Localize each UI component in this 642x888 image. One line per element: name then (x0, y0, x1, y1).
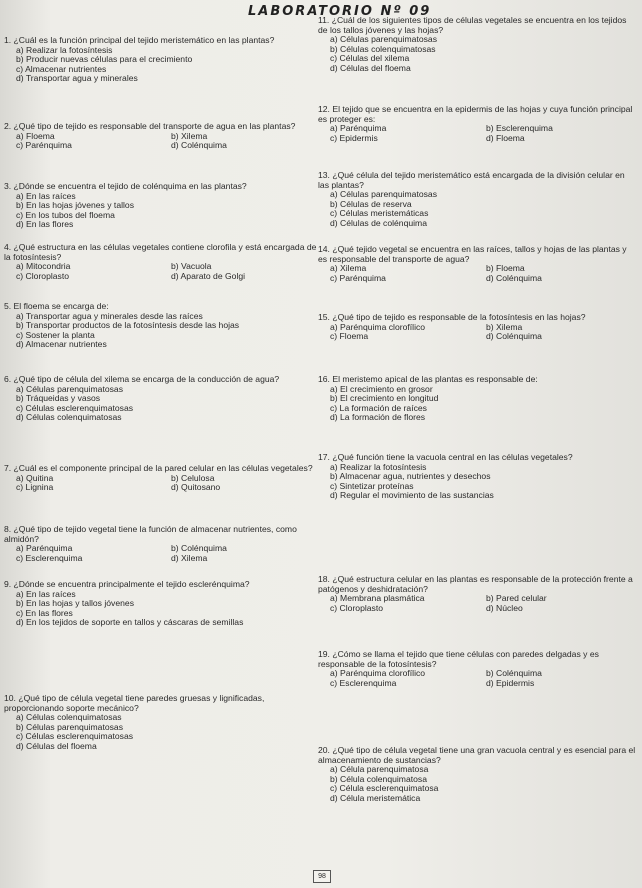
answer-option: c) Células esclerenquimatosas (16, 402, 134, 413)
answer-option: a) Parénquima (330, 123, 387, 134)
answer-option: b) Celulosa (171, 472, 215, 483)
answer-option: b) Colénquima (171, 543, 227, 554)
answer-option: d) Epidermis (486, 677, 535, 688)
answer-options (330, 190, 638, 228)
answer-option: b) El crecimiento en longitud (330, 393, 439, 404)
question-text: 12. El tejido que se encuentra en la epidermis de las hojas y cuya función principal es proteger es: (318, 104, 633, 124)
question-text: 1. ¿Cuál es la función principal del tejido meristemático en las plantas? (4, 35, 275, 45)
question-block (4, 580, 322, 628)
answer-option: c) Parénquima (330, 272, 386, 283)
answer-option: a) El crecimiento en grosor (330, 383, 433, 394)
answer-option: d) Aparato de Golgi (171, 270, 246, 281)
answer-option: b) Células parenquimatosas (16, 721, 124, 732)
answer-option: c) Sostener la planta (16, 329, 95, 340)
answer-options (16, 192, 322, 230)
answer-option: c) Almacenar nutrientes (16, 63, 107, 74)
answer-options (16, 132, 322, 151)
answer-option: b) Células colenquimatosas (330, 43, 436, 54)
answer-option: c) Células esclerenquimatosas (16, 731, 134, 742)
question-text: 19. ¿Cómo se llama el tejido que tiene células con paredes delgadas y es responsable de la fotosíntesis? (318, 649, 599, 669)
answer-option: a) Transportar agua y minerales desde las raíces (16, 310, 203, 321)
question-text: 3. ¿Dónde se encuentra el tejido de colénquima en las plantas? (4, 181, 247, 191)
answer-options (16, 590, 322, 628)
answer-option: b) Transportar productos de la fotosíntesis desde las hojas (16, 320, 240, 331)
answer-option: b) Colénquima (486, 668, 542, 679)
answer-option: a) Parénquima clorofílico (330, 668, 426, 679)
answer-options (330, 385, 638, 423)
answer-option: d) Colénquima (486, 272, 542, 283)
answer-option: a) Membrana plasmática (330, 593, 425, 604)
question-block (4, 375, 322, 423)
answer-option: b) Células de reserva (330, 198, 412, 209)
answer-option: a) Células parenquimatosas (16, 383, 124, 394)
question-text: 7. ¿Cuál es el componente principal de la pared celular en las células vegetales? (4, 463, 313, 473)
answer-options (330, 594, 638, 613)
answer-options (330, 323, 638, 342)
answer-option: c) Floema (330, 331, 369, 342)
question-block (4, 525, 322, 563)
answer-option: a) Célula parenquimatosa (330, 764, 429, 775)
answer-option: c) Células meristemáticas (330, 208, 429, 219)
answer-option: c) Parénquima (16, 140, 72, 151)
answer-options (330, 765, 638, 803)
answer-option: a) Realizar la fotosíntesis (330, 461, 427, 472)
answer-option: d) Transportar agua y minerales (16, 73, 138, 84)
answer-option: a) Xilema (330, 263, 367, 274)
answer-option: d) Colénquima (171, 140, 227, 151)
question-text: 5. El floema se encarga de: (4, 301, 109, 311)
answer-option: a) Parénquima (16, 543, 73, 554)
answer-option: c) Cloroplasto (16, 270, 70, 281)
answer-option: d) Xilema (171, 552, 208, 563)
answer-options (16, 713, 322, 751)
answer-option: b) Esclerenquima (486, 123, 553, 134)
answer-option: d) Regular el movimiento de las sustancias (330, 490, 494, 501)
answer-option: b) Xilema (486, 321, 523, 332)
answer-option: c) Lignina (16, 482, 54, 493)
answer-option: c) Células del xilema (330, 53, 410, 64)
question-block (318, 16, 638, 74)
answer-option: d) Floema (486, 132, 525, 143)
question-text: 17. ¿Qué función tiene la vacuola central en las células vegetales? (318, 452, 573, 462)
question-text: 16. El meristemo apical de las plantas es responsable de: (318, 374, 538, 384)
answer-option: c) La formación de raíces (330, 402, 427, 413)
answer-option: b) Almacenar agua, nutrientes y desechos (330, 471, 491, 482)
answer-option: a) Células parenquimatosas (330, 189, 438, 200)
answer-option: b) Tráqueidas y vasos (16, 393, 101, 404)
answer-option: d) Células del floema (16, 740, 97, 751)
answer-option: a) Quitina (16, 472, 54, 483)
question-block (318, 105, 638, 143)
question-block (318, 650, 638, 688)
answer-option: c) Epidermis (330, 132, 378, 143)
answer-option: a) Mitocondria (16, 261, 71, 272)
question-block (318, 375, 638, 423)
answer-options (16, 262, 322, 281)
answer-option: c) Cloroplasto (330, 602, 384, 613)
answer-option: c) Célula esclerenquimatosa (330, 783, 439, 794)
answer-option: d) Almacenar nutrientes (16, 339, 107, 350)
answer-option: d) Células colenquimatosas (16, 412, 122, 423)
answer-option: d) La formación de flores (330, 412, 426, 423)
answer-option: b) Célula colenquimatosa (330, 773, 427, 784)
answer-options (330, 264, 638, 283)
answer-options (330, 669, 638, 688)
question-text: 11. ¿Cuál de los siguientes tipos de células vegetales se encuentra en los tejidos de los tallos jóvenes y las hojas? (318, 15, 627, 35)
answer-option: a) Parénquima clorofílico (330, 321, 426, 332)
question-block (4, 122, 322, 151)
question-text: 15. ¿Qué tipo de tejido es responsable de la fotosíntesis en las hojas? (318, 312, 586, 322)
answer-option: d) En los tejidos de soporte en tallos y cáscaras de semillas (16, 617, 244, 628)
question-block (318, 746, 638, 804)
answer-option: b) Floema (486, 263, 525, 274)
answer-option: b) En las hojas y tallos jóvenes (16, 598, 134, 609)
question-text: 10. ¿Qué tipo de célula vegetal tiene paredes gruesas y lignificadas, proporcionando soporte mecánico? (4, 693, 265, 713)
answer-option: d) Células del floema (330, 62, 411, 73)
question-block (4, 243, 322, 281)
answer-option: d) Núcleo (486, 602, 523, 613)
question-text: 14. ¿Qué tejido vegetal se encuentra en las raíces, tallos y hojas de las plantas y es responsable del transporte de agua? (318, 244, 627, 264)
answer-option: d) Colénquima (486, 331, 542, 342)
answer-option: b) Producir nuevas células para el crecimiento (16, 54, 193, 65)
question-text: 6. ¿Qué tipo de célula del xilema se encarga de la conducción de agua? (4, 374, 280, 384)
question-text: 2. ¿Qué tipo de tejido es responsable del transporte de agua en las plantas? (4, 121, 296, 131)
answer-option: d) En las flores (16, 219, 74, 230)
question-block (318, 453, 638, 501)
answer-option: d) Célula meristemática (330, 792, 421, 803)
page-title: LABORATORIO Nº 09 (248, 4, 432, 19)
answer-option: a) Células colenquimatosas (16, 712, 122, 723)
question-block (4, 36, 322, 84)
answer-option: a) En las raíces (16, 190, 76, 201)
answer-options (330, 463, 638, 501)
answer-option: b) En las hojas jóvenes y tallos (16, 200, 134, 211)
answer-option: c) En las flores (16, 607, 73, 618)
question-block (4, 182, 322, 230)
answer-option: d) Células de colénquima (330, 217, 427, 228)
answer-options (16, 385, 322, 423)
answer-option: a) Células parenquimatosas (330, 34, 438, 45)
answer-option: a) Floema (16, 130, 55, 141)
answer-options (330, 35, 638, 73)
question-text: 18. ¿Qué estructura celular en las plantas es responsable de la protección frente a patógenos y deshidratación? (318, 574, 633, 594)
answer-option: a) Realizar la fotosíntesis (16, 44, 113, 55)
answer-option: a) En las raíces (16, 588, 76, 599)
answer-option: b) Xilema (171, 130, 208, 141)
question-block (4, 302, 322, 350)
question-block (318, 171, 638, 229)
answer-option: c) Sintetizar proteínas (330, 480, 414, 491)
question-text: 9. ¿Dónde se encuentra principalmente el tejido esclerénquima? (4, 579, 250, 589)
answer-options (330, 124, 638, 143)
question-block (318, 313, 638, 342)
answer-option: c) Esclerenquima (16, 552, 83, 563)
question-text: 13. ¿Qué célula del tejido meristemático está encargada de la división celular en las plantas? (318, 170, 625, 190)
answer-option: c) En los tubos del floema (16, 209, 115, 220)
question-block (4, 464, 322, 493)
answer-options (16, 46, 322, 84)
answer-option: c) Esclerenquima (330, 677, 397, 688)
question-block (318, 575, 638, 613)
question-text: 4. ¿Qué estructura en las células vegetales contiene clorofila y está encargada de la fotosíntesis? (4, 242, 317, 262)
answer-options (16, 474, 322, 493)
question-block (4, 694, 322, 752)
answer-options (16, 312, 322, 350)
question-block (318, 245, 638, 283)
answer-options (16, 544, 322, 563)
answer-option: b) Vacuola (171, 261, 212, 272)
question-text: 8. ¿Qué tipo de tejido vegetal tiene la función de almacenar nutrientes, como almidón? (4, 524, 297, 544)
answer-option: d) Quitosano (171, 482, 221, 493)
page-number: 98 (313, 870, 331, 883)
answer-option: b) Pared celular (486, 593, 547, 604)
question-text: 20. ¿Qué tipo de célula vegetal tiene una gran vacuola central y es esencial para el almacenamiento de sustancias? (318, 745, 636, 765)
